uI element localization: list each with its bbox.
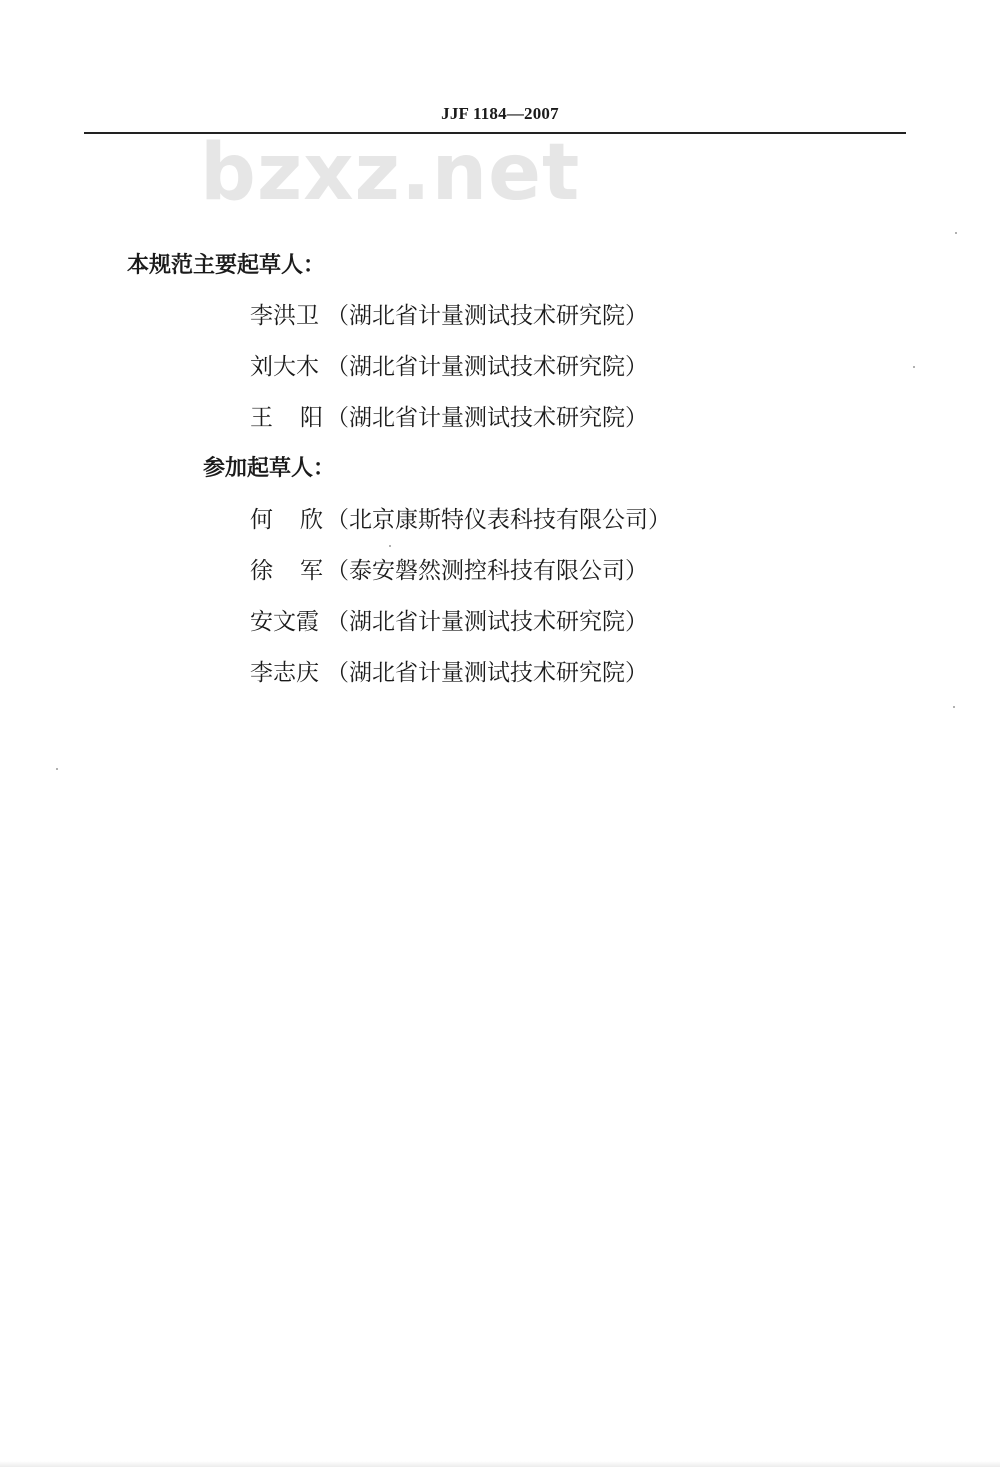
drafter-organization: （湖北省计量测试技术研究院）	[326, 303, 648, 329]
drafter-name: 李志庆	[250, 660, 319, 686]
drafter-name: 徐军	[250, 558, 350, 584]
drafter-row	[250, 509, 671, 532]
drafter-row	[250, 662, 648, 685]
drafter-name: 刘大木	[250, 354, 319, 380]
drafter-row	[250, 560, 648, 583]
drafter-row	[250, 407, 648, 430]
drafter-row	[250, 611, 648, 634]
scan-speck	[955, 232, 957, 234]
drafter-organization: （湖北省计量测试技术研究院）	[326, 354, 648, 380]
drafter-organization: （湖北省计量测试技术研究院）	[326, 405, 648, 431]
drafter-row	[250, 305, 648, 328]
main-drafters-heading: 本规范主要起草人：	[127, 253, 326, 278]
drafter-name: 王阳	[250, 405, 350, 431]
scan-speck	[953, 706, 955, 708]
page-bottom-edge	[0, 1461, 1000, 1467]
scan-speck	[913, 366, 915, 368]
drafter-name: 安文霞	[250, 609, 319, 635]
participating-drafters-heading: 参加起草人：	[203, 456, 336, 481]
drafter-organization: （泰安磐然测控科技有限公司）	[326, 558, 648, 584]
standard-number-header: JJF 1184—2007	[441, 104, 559, 123]
drafter-row	[250, 356, 648, 379]
drafter-organization: （湖北省计量测试技术研究院）	[326, 660, 648, 686]
scan-speck	[56, 768, 58, 770]
drafter-name: 何欣	[250, 507, 350, 533]
scan-speck	[389, 545, 391, 547]
drafter-name: 李洪卫	[250, 303, 319, 329]
drafter-organization: （北京康斯特仪表科技有限公司）	[326, 507, 671, 533]
watermark-logo: bzxz.net	[200, 128, 581, 218]
drafter-organization: （湖北省计量测试技术研究院）	[326, 609, 648, 635]
